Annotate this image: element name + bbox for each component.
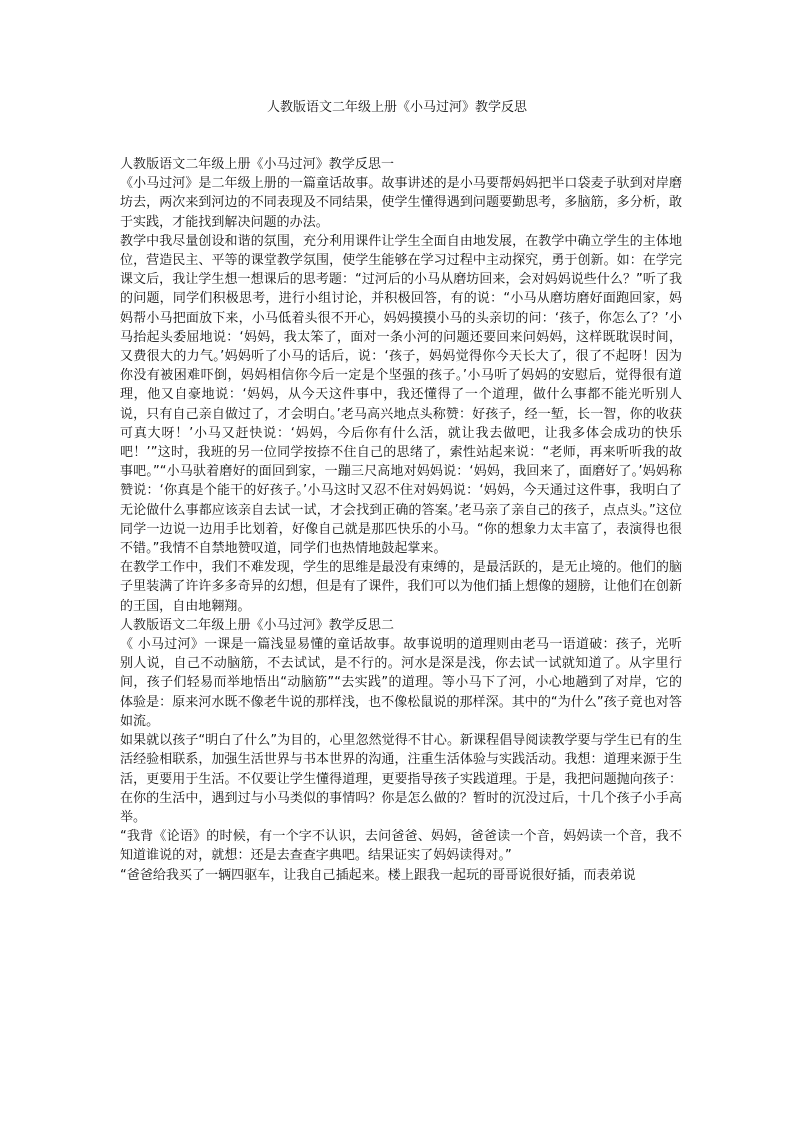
paragraph: “爸爸给我买了一辆四驱车，让我自己插起来。楼上跟我一起玩的哥哥说很好插，而表弟说	[120, 867, 636, 883]
section-heading-2: 人教版语文二年级上册《小马过河》教学反思二	[120, 617, 395, 633]
paragraph: 如果就以孩子“明白了什么”为目的，心里忽然觉得不甘心。新课程倡导阅读教学要与学生已有的生活经验相联系，加强生活世界与书本世界的沟通，注重生活体验与实践活动。我想：道理来源于生活，更要用于生活。不仅要让学生懂得道理，更要指导孩子实践道理。于是，我把问题抛向孩子：在你的生活中，遇到过与小马类似的事情吗？你是怎么做的？暂时的沉没过后，十几个孩子小手高举。	[120, 733, 682, 825]
paragraph: 在教学工作中，我们不难发现，学生的思维是最没有束缚的，是最活跃的，是无止境的。他们的脑子里装满了许许多多奇异的幻想，但是有了课件，我们可以为他们插上想像的翅膀，让他们在创新的王国，自由地翱翔。	[120, 560, 682, 614]
document-title: 人教版语文二年级上册《小马过河》教学反思	[266, 100, 527, 115]
paragraph: “我背《论语》的时候，有一个字不认识，去问爸爸、妈妈，爸爸读一个音，妈妈读一个音，我不知道谁说的对，就想：还是去查查字典吧。结果证实了妈妈读得对。”	[120, 829, 682, 864]
document-body	[120, 155, 682, 885]
section-heading-1: 人教版语文二年级上册《小马过河》教学反思一	[120, 157, 395, 172]
paragraph: 《 小马过河》一课是一篇浅显易懂的童话故事。故事说明的道理则由老马一语道破：孩子，光听别人说，自己不动脑筋，不去试试，是不行的。河水是深是浅，你去试一试就知道了。从字里行间，孩子们轻易而举地悟出“动脑筋”“去实践”的道理。等小马下了河，小心地趟到了对岸，它的体验是：原来河水既不像老牛说的那样浅，也不像松鼠说的那样深。其中的“为什么”孩子竟也对答如流。	[120, 637, 682, 729]
paragraph: 《小马过河》是二年级上册的一篇童话故事。故事讲述的是小马要帮妈妈把半口袋麦子驮到对岸磨坊去，两次来到河边的不同表现及不同结果，使学生懂得遇到问题要勤思考，多脑筋，多分析，敢于实践，才能找到解决问题的办法。	[120, 176, 682, 230]
paragraph: 教学中我尽量创设和谐的氛围，充分利用课件让学生全面自由地发展，在教学中确立学生的主体地位，营造民主、平等的课堂教学氛围，使学生能够在学习过程中主动探究，勇于创新。如：在学完课文后，我让学生想一想课后的思考题：“过河后的小马从磨坊回来，会对妈妈说些什么？”听了我的问题，同学们积极思考，进行小组讨论，并积极回答，有的说：“小马从磨坊磨好面跑回家，妈妈帮小马把面放下来，小马低着头很不开心，妈妈摸摸小马的头亲切的问：‘孩子，你怎么了？’小马抬起头委屈地说：‘妈妈，我太笨了，面对一条小河的问题还要回来问妈妈，这样既耽误时间，又费很大的力气。’妈妈听了小马的话后，说：‘孩子，妈妈觉得你今天长大了，很了不起呀！因为你没有被困难吓倒，妈妈相信你今后一定是个坚强的孩子。’小马听了妈妈的安慰后，觉得很有道理，他又自豪地说：‘妈妈，从今天这件事中，我还懂得了一个道理，做什么事都不能光听别人说，只有自己亲自做过了，才会明白。’老马高兴地点头称赞：好孩子，经一堑，长一智，你的收获可真大呀！’小马又赶快说：‘妈妈，今后你有什么活，就让我去做吧，让我多体会成功的快乐吧！’”这时，我班的另一位同学按捺不住自己的思绪了，索性站起来说：“老师，再来听听我的故事吧。”“小马驮着磨好的面回到家，一蹦三尺高地对妈妈说：‘妈妈，我回来了，面磨好了。’妈妈称赞说：‘你真是个能干的好孩子。’小马这时又忍不住对妈妈说：‘妈妈，今天通过这件事，我明白了无论做什么事都应该亲自去试一试，才会找到正确的答案。’老马亲了亲自己的孩子，点点头。”这位同学一边说一边用手比划着，好像自己就是那匹快乐的小马。“你的想象力太丰富了，表演得也很不错。”我情不自禁地赞叹道，同学们也热情地鼓起掌来。	[120, 233, 682, 557]
